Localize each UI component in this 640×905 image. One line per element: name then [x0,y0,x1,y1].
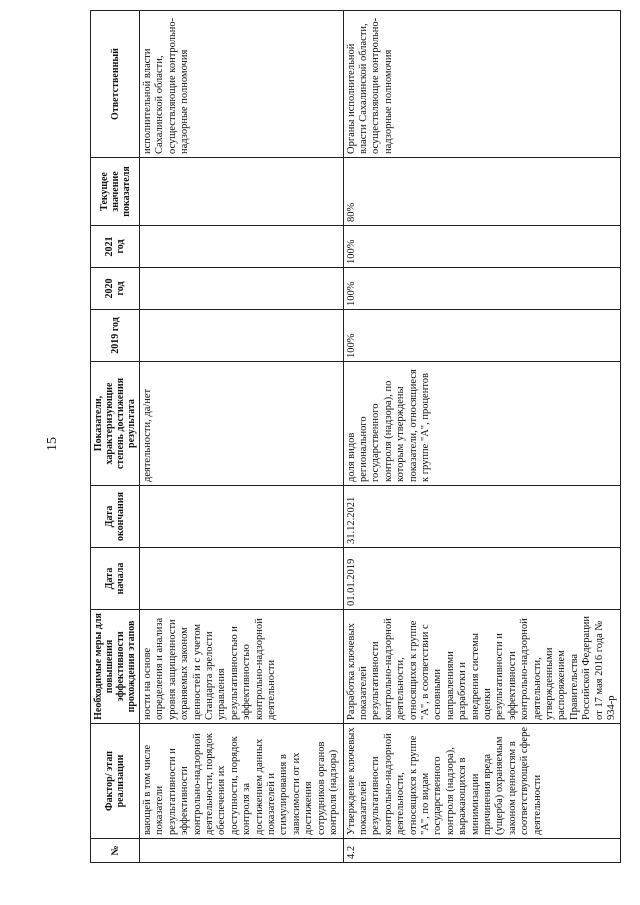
cell-start: 01.01.2019 [343,548,621,610]
cell-responsible: Органы исполнительной власти Сахалинской области, осуществляющие контрольно-надзорные полномочия [343,11,621,158]
header-2021: 2021 год [91,226,140,268]
measures-table [90,10,621,863]
header-indicator: Показатели, характеризующие степень достижения результата [91,362,140,486]
cell-end: 31.12.2021 [343,486,621,548]
cell-2019: 100% [343,310,621,362]
cell-current [140,158,344,226]
cell-responsible: исполнительной власти Сахалинской области, осуществляющие контрольно-надзорные полномочия [140,11,344,158]
header-row [91,11,140,863]
header-num: № [91,839,140,863]
rotated-table-container [90,15,618,863]
cell-2019 [140,310,344,362]
page-number: 15 [45,437,60,451]
cell-start [140,548,344,610]
header-2019: 2019 год [91,310,140,362]
header-current: Текущее значение показателя [91,158,140,226]
table-row [140,11,344,863]
cell-factor: вающей в том числе показатели результативности и эффективности контрольно-надзорной деятельности, порядок обеспечения их доступности, порядок контроля за достижением данных показателей и стимулирования в зависимости от их достижения сотрудников органов контроля (надзора) [140,724,344,839]
cell-2021: 100% [343,226,621,268]
cell-num [140,839,344,863]
header-2020: 2020 год [91,268,140,310]
table-row [343,11,621,863]
cell-factor: Утверждение ключевых показателей результативности контрольно-надзорной деятельности, относящихся к группе "А", по видам государственного контроля (надзора), выражающихся в минимизации причинения вреда (ущерба) охраняемым законом ценностям в соответствующей сфере деятельности [343,724,621,839]
cell-2020: 100% [343,268,621,310]
cell-num: 4.2 [343,839,621,863]
header-factor: Фактор/ этап реализации [91,724,140,839]
cell-2020 [140,268,344,310]
header-start: Дата начала [91,548,140,610]
header-responsible: Ответственный [91,11,140,158]
cell-measures: ности на основе определения и анализа уровня защищенности охраняемых законом ценностей и с учетом Стандарта зрелости управления результативностью и эффективностью контрольно-надзорной деятельности [140,610,344,724]
cell-2021 [140,226,344,268]
header-measures: Необходимые меры для повышения эффективности прохождения этапов [91,610,140,724]
cell-measures: Разработка ключевых показателей результативности контрольно-надзорной деятельности, относящихся к группе "А", в соответствии с основными направлениями разработки и внедрения системы оценки результативности и эффективности контрольно-надзорной деятельности, утвержденными распоряжением Правительства Российской Федерации от 17 мая 2016 года № 934-р [343,610,621,724]
cell-end [140,486,344,548]
cell-indicator: доля видов регионального государственного контроля (надзора), по которым утверждены показатели, относящиеся к группе "А", процентов [343,362,621,486]
cell-indicator: деятельности, да/нет [140,362,344,486]
header-end: Дата окончания [91,486,140,548]
cell-current: 80% [343,158,621,226]
